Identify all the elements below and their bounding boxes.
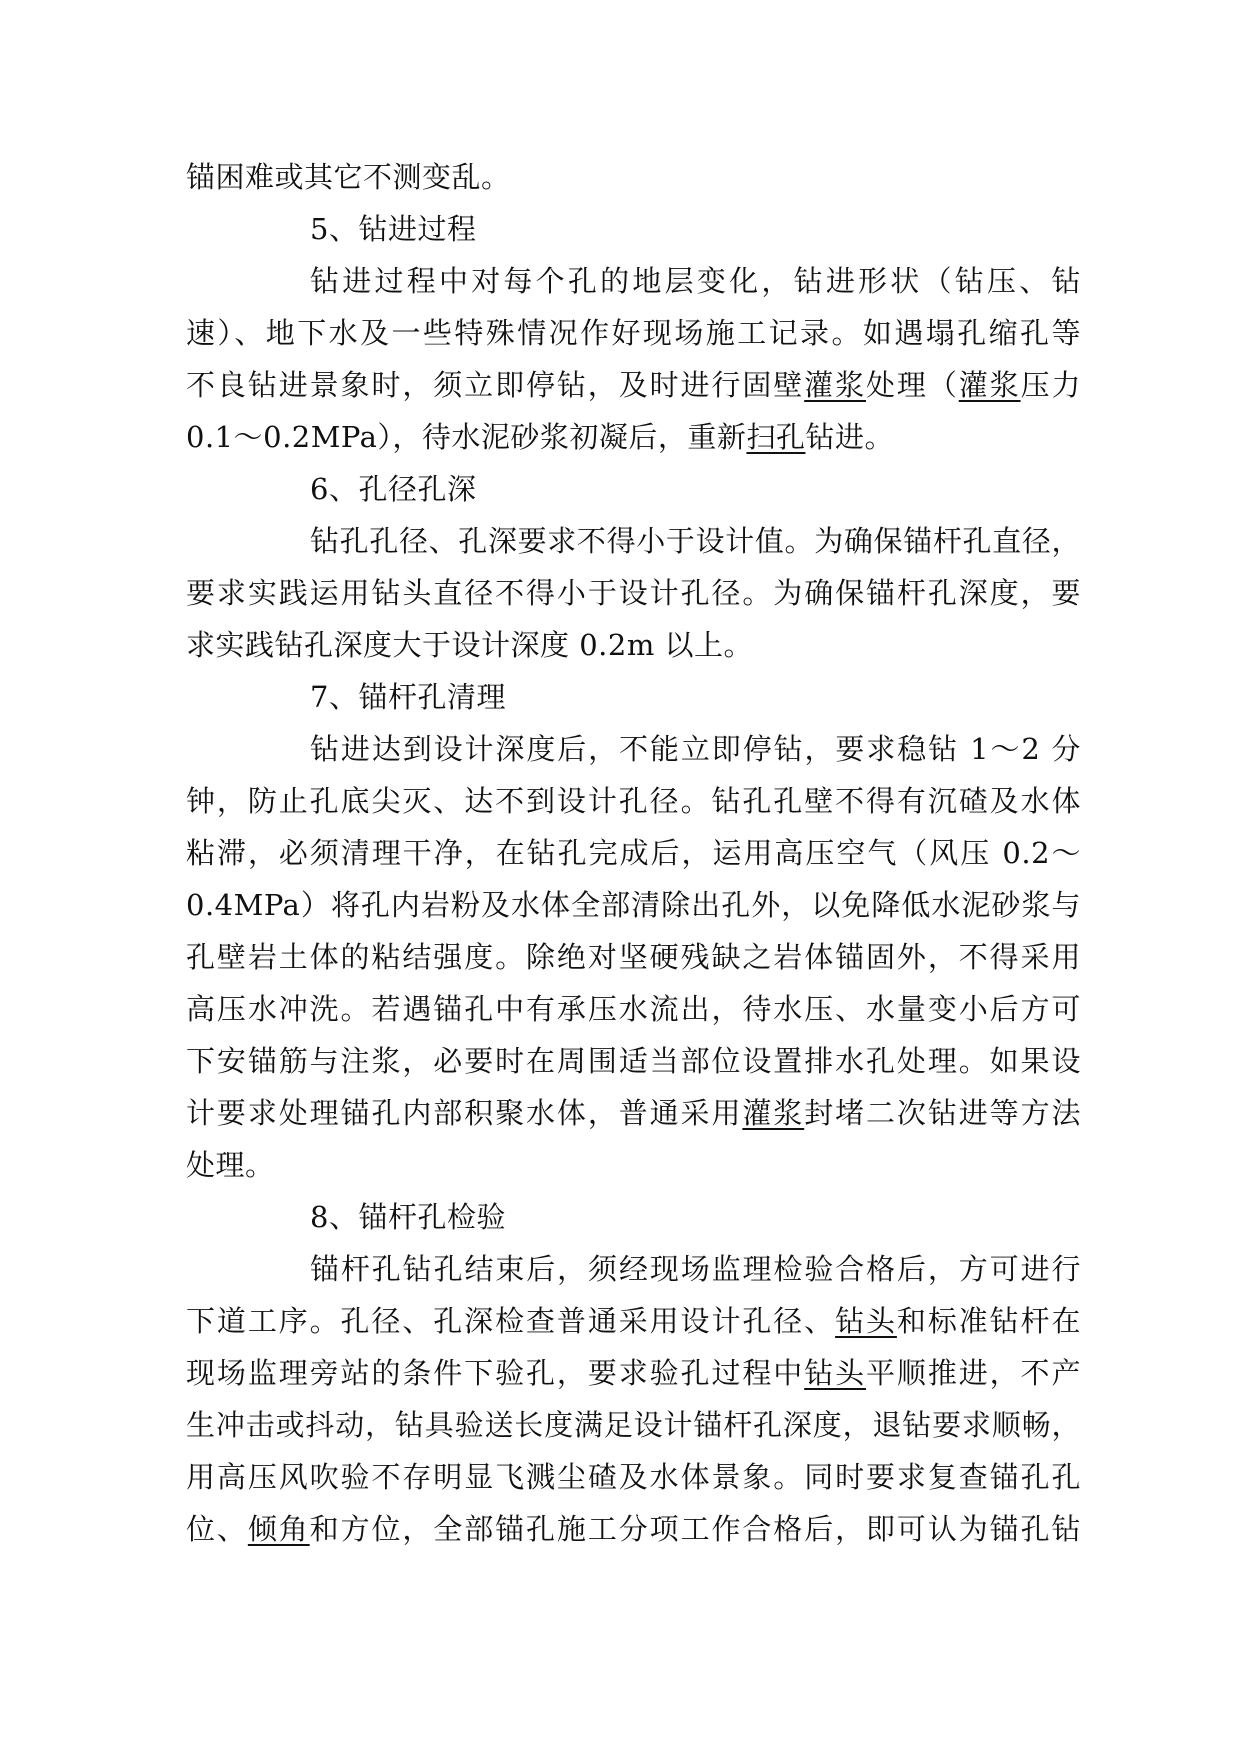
heading-text: 8、锚杆孔检验 — [310, 1200, 506, 1234]
text-segment: 生冲击或抖动，钻具验送长度满足设计锚杆孔深度，退钻要求顺畅， — [186, 1408, 1081, 1442]
text-segment: 处理（ — [866, 368, 959, 402]
paragraph-line — [186, 255, 1081, 307]
text-segment: 压力 — [1020, 368, 1081, 402]
text-segment: 下道工序。孔径、孔深检查普通采用设计孔径、 — [186, 1304, 836, 1338]
section-heading-6 — [186, 463, 1081, 515]
paragraph-line — [186, 567, 1081, 619]
text-segment: 高压水冲洗。若遇锚孔中有承压水流出，待水压、水量变小后方可 — [186, 992, 1081, 1026]
text-segment: 下安锚筋与注浆，必要时在周围适当部位设置排水孔处理。如果设 — [186, 1044, 1081, 1078]
paragraph-line — [186, 1503, 1081, 1555]
underlined-term: 灌浆 — [742, 1096, 805, 1130]
underlined-term: 倾角 — [247, 1512, 310, 1546]
paragraph-line — [186, 307, 1081, 359]
text-segment: 求实践钻孔深度大于设计深度 0.2m 以上。 — [186, 628, 754, 662]
underlined-term: 灌浆 — [958, 368, 1021, 402]
text-segment: 0.1～0.2MPa），待水泥砂浆初凝后，重新 — [186, 420, 747, 454]
section-heading-8 — [186, 1191, 1081, 1243]
paragraph-line — [186, 515, 1081, 567]
paragraph-line — [186, 151, 1081, 203]
paragraph-line — [186, 827, 1081, 879]
paragraph-line — [186, 775, 1081, 827]
underlined-term: 扫孔 — [746, 420, 806, 454]
text-segment: 锚困难或其它不测变乱。 — [186, 160, 511, 194]
heading-text: 5、钻进过程 — [310, 212, 477, 246]
paragraph-line — [186, 1399, 1081, 1451]
text-segment: 要求实践运用钻头直径不得小于设计孔径。为确保锚杆孔深度，要 — [186, 576, 1081, 610]
text-segment: 锚杆孔钻孔结束后，须经现场监理检验合格后，方可进行 — [310, 1252, 1081, 1286]
paragraph-line — [186, 359, 1081, 411]
paragraph-line — [186, 1139, 1081, 1191]
paragraph-line — [186, 1243, 1081, 1295]
paragraph-line — [186, 1451, 1081, 1503]
document-body — [186, 151, 1081, 1555]
paragraph-line — [186, 931, 1081, 983]
section-heading-5 — [186, 203, 1081, 255]
heading-text: 7、锚杆孔清理 — [310, 680, 506, 714]
underlined-term: 钻头 — [804, 1356, 867, 1390]
text-segment: 0.4MPa）将孔内岩粉及水体全部清除出孔外，以免降低水泥砂浆与 — [186, 888, 1081, 922]
text-segment: 速）、地下水及一些特殊情况作好现场施工记录。如遇塌孔缩孔等 — [186, 316, 1081, 350]
text-segment: 现场监理旁站的条件下验孔，要求验孔过程中 — [186, 1356, 805, 1390]
paragraph-line — [186, 1347, 1081, 1399]
paragraph-line — [186, 411, 1081, 463]
text-segment: 钟，防止孔底尖灭、达不到设计孔径。钻孔孔壁不得有沉碴及水体 — [186, 784, 1081, 818]
text-segment: 和标准钻杆在 — [896, 1304, 1081, 1338]
text-segment: 平顺推进，不产 — [866, 1356, 1081, 1390]
section-heading-7 — [186, 671, 1081, 723]
underlined-term: 钻头 — [835, 1304, 897, 1338]
paragraph-line — [186, 1295, 1081, 1347]
text-segment: 位、 — [186, 1512, 248, 1546]
paragraph-line — [186, 879, 1081, 931]
text-segment: 计要求处理锚孔内部积聚水体，普通采用 — [186, 1096, 743, 1130]
text-segment: 钻进过程中对每个孔的地层变化，钻进形状（钻压、钻 — [310, 264, 1081, 298]
heading-text: 6、孔径孔深 — [310, 472, 477, 506]
text-segment: 钻进。 — [805, 420, 894, 454]
underlined-term: 灌浆 — [804, 368, 866, 402]
text-segment: 粘滞，必须清理干净，在钻孔完成后，运用高压空气（风压 0.2～ — [186, 836, 1081, 870]
paragraph-line — [186, 1035, 1081, 1087]
text-segment: 孔壁岩土体的粘结强度。除绝对坚硬残缺之岩体锚固外，不得采用 — [186, 940, 1081, 974]
paragraph-line — [186, 983, 1081, 1035]
text-segment: 用高压风吹验不存明显飞溅尘碴及水体景象。同时要求复查锚孔孔 — [186, 1460, 1081, 1494]
text-segment: 钻进达到设计深度后，不能立即停钻，要求稳钻 1～2 分 — [310, 732, 1081, 766]
paragraph-line — [186, 723, 1081, 775]
text-segment: 处理。 — [186, 1148, 275, 1182]
text-segment: 和方位，全部锚孔施工分项工作合格后，即可认为锚孔钻 — [309, 1512, 1081, 1546]
text-segment: 封堵二次钻进等方法 — [804, 1096, 1081, 1130]
paragraph-line — [186, 1087, 1081, 1139]
paragraph-line — [186, 619, 1081, 671]
text-segment: 不良钻进景象时，须立即停钻，及时进行固壁 — [186, 368, 805, 402]
text-segment: 钻孔孔径、孔深要求不得小于设计值。为确保锚杆孔直径， — [310, 524, 1081, 558]
